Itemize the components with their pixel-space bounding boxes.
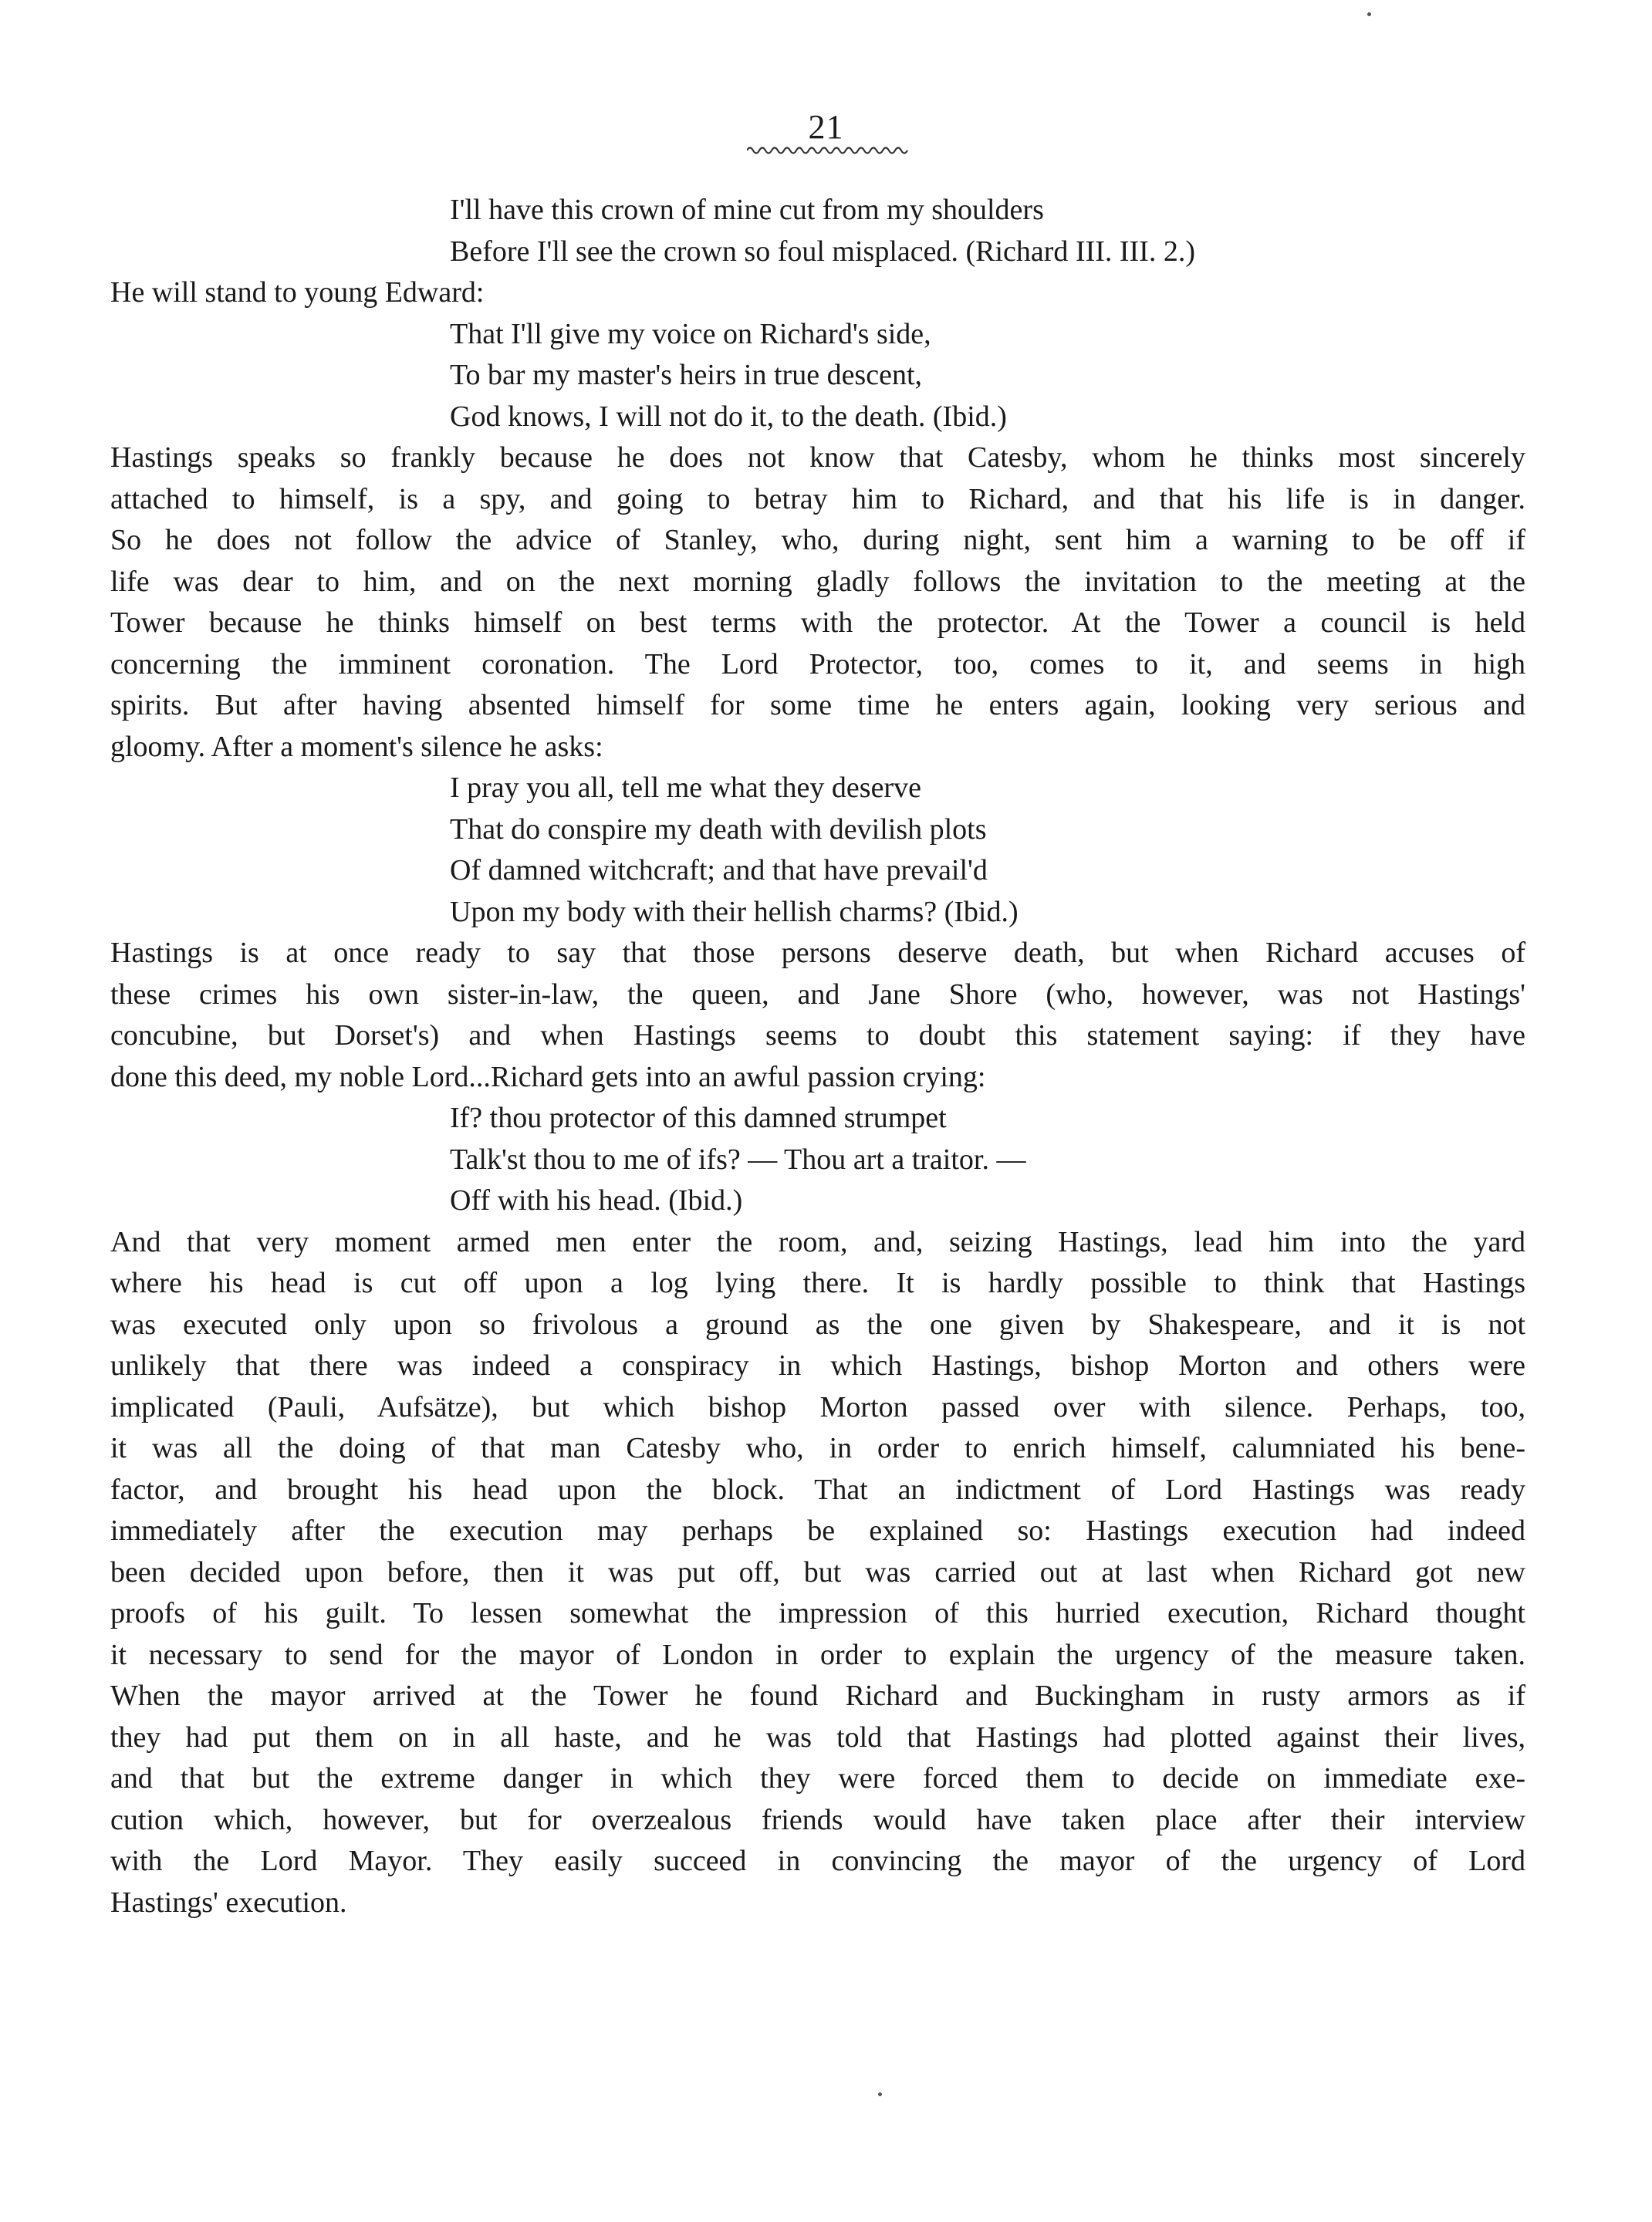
text-line: unlikely that there was indeed a conspiracy in which Hastings, bishop Morton and others were — [110, 1349, 1525, 1382]
text-line: factor, and brought his head upon the block. That an indictment of Lord Hastings was ready — [110, 1473, 1525, 1506]
text-line: been decided upon before, then it was put off, but was carried out at last when Richard got new — [110, 1555, 1525, 1589]
text-line: Hastings is at once ready to say that those persons deserve death, but when Richard accuses of — [110, 937, 1525, 969]
text-line: with the Lord Mayor. They easily succeed in convincing the mayor of the urgency of Lord — [110, 1845, 1525, 1877]
verse-line: If? thou protector of this damned strumpet — [450, 1102, 947, 1134]
wavy-rule-ornament — [747, 145, 909, 156]
text-line: concubine, but Dorset's) and when Hastings seems to doubt this statement saying: if they have — [110, 1019, 1525, 1052]
text-line: And that very moment armed men enter the room, and, seizing Hastings, lead him into the yard — [110, 1225, 1525, 1258]
text-line: Hastings speaks so frankly because he does not know that Catesby, whom he thinks most sincerely — [110, 441, 1525, 474]
text-line: implicated (Pauli, Aufsätze), but which bishop Morton passed over with silence. Perhaps, too, — [110, 1390, 1525, 1423]
text-line: gloomy. After a moment's silence he asks: — [110, 730, 603, 763]
verse-line: Off with his head. (Ibid.) — [450, 1184, 743, 1217]
text-line: attached to himself, is a spy, and going to betray him to Richard, and that his life is in danger. — [110, 482, 1525, 515]
verse-line: I pray you all, tell me what they deserve — [450, 772, 921, 804]
text-line: it was all the doing of that man Catesby who, in order to enrich himself, calumniated his bene- — [110, 1432, 1525, 1464]
text-line: immediately after the execution may perhaps be explained so: Hastings execution had indeed — [110, 1515, 1525, 1547]
stray-ink-dot — [878, 2092, 882, 2096]
verse-line: To bar my master's heirs in true descent, — [450, 359, 923, 391]
text-line: cution which, however, but for overzealous friends would have taken place after their interview — [110, 1803, 1525, 1836]
body-text — [110, 190, 1525, 1923]
text-line: When the mayor arrived at the Tower he found Richard and Buckingham in rusty armors as if — [110, 1680, 1525, 1712]
verse-line: That do conspire my death with devilish plots — [450, 812, 987, 846]
text-line: they had put them on in all haste, and he was told that Hastings had plotted against their lives, — [110, 1721, 1525, 1754]
text-line: it necessary to send for the mayor of London in order to explain the urgency of the measure taken. — [110, 1638, 1525, 1671]
text-line: where his head is cut off upon a log lying there. It is hardly possible to think that Hastings — [110, 1267, 1525, 1299]
text-line: done this deed, my noble Lord...Richard gets into an awful passion crying: — [110, 1060, 986, 1093]
verse-line: Talk'st thou to me of ifs? — Thou art a traitor. — — [450, 1143, 1026, 1176]
verse-line: God knows, I will not do it, to the death. (Ibid.) — [450, 400, 1007, 433]
text-line: concerning the imminent coronation. The Lord Protector, too, comes to it, and seems in high — [110, 647, 1525, 680]
text-line: He will stand to young Edward: — [110, 276, 485, 309]
verse-line: That I'll give my voice on Richard's side, — [450, 317, 931, 350]
verse-line: Of damned witchcraft; and that have prevail'd — [450, 854, 988, 886]
text-line: was executed only upon so frivolous a ground as the one given by Shakespeare, and it is not — [110, 1308, 1525, 1341]
text-line: life was dear to him, and on the next morning gladly follows the invitation to the meeting at the — [110, 565, 1525, 598]
page-number: 21 — [808, 108, 844, 146]
text-line: Tower because he thinks himself on best terms with the protector. At the Tower a council is held — [110, 606, 1525, 639]
text-line: Hastings' execution. — [110, 1886, 347, 1919]
text-line: So he does not follow the advice of Stanley, who, during night, sent him a warning to be off if — [110, 524, 1525, 556]
text-line: and that but the extreme danger in which they were forced them to decide on immediate exe- — [110, 1762, 1525, 1795]
verse-line: Upon my body with their hellish charms? (Ibid.) — [450, 895, 1019, 928]
text-line: spirits. But after having absented himself for some time he enters again, looking very serious and — [110, 689, 1525, 721]
verse-line: I'll have this crown of mine cut from my shoulders — [450, 194, 1044, 226]
stray-ink-dot — [1367, 12, 1371, 16]
text-line: proofs of his guilt. To lessen somewhat the impression of this hurried execution, Richard thought — [110, 1597, 1525, 1629]
text-line: these crimes his own sister-in-law, the queen, and Jane Shore (who, however, was not Hastings' — [110, 978, 1525, 1011]
verse-line: Before I'll see the crown so foul misplaced. (Richard III. III. 2.) — [450, 235, 1195, 268]
